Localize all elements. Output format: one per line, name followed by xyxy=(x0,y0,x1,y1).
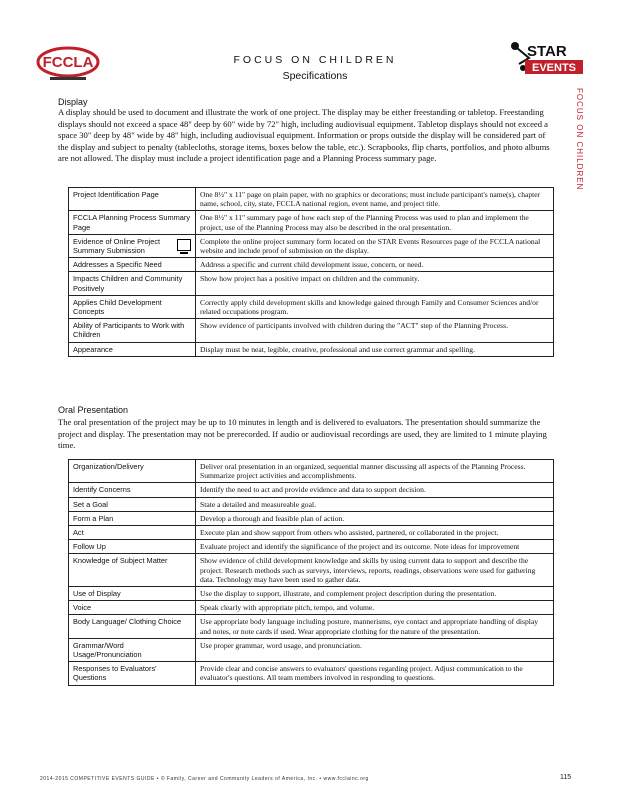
table-row xyxy=(69,258,554,272)
events-logo-text: EVENTS xyxy=(531,62,577,74)
star-logo-text: STAR xyxy=(527,43,567,60)
row-text: Show evidence of child development knowledge and skills by using current data to support and describe the project. Research methods such as surveys, interviews, reports, readings, observations were used for gathering data. Technology may have been used to gather data. xyxy=(196,554,554,587)
row-text: Address a specific and current child development issue, concern, or need. xyxy=(196,258,554,272)
row-label: Identify Concerns xyxy=(69,483,196,497)
row-label: Use of Display xyxy=(69,587,196,601)
row-label: Responses to Evaluators' Questions xyxy=(69,662,196,685)
row-label: Applies Child Development Concepts xyxy=(69,295,196,318)
row-text: Develop a thorough and feasible plan of action. xyxy=(196,511,554,525)
computer-icon xyxy=(177,239,191,251)
row-text: Provide clear and concise answers to evaluators' questions regarding project. Adjust communication to the evaluator's questions. All team members involved in responding to questions. xyxy=(196,662,554,685)
side-title: FOCUS ON CHILDREN xyxy=(575,88,584,191)
table-row xyxy=(69,211,554,234)
row-label: FCCLA Planning Process Summary Page xyxy=(69,211,196,234)
row-text: Show how project has a positive impact on children and the community. xyxy=(196,272,554,295)
table-row xyxy=(69,272,554,295)
row-label: Voice xyxy=(69,601,196,615)
table-row xyxy=(69,483,554,497)
table-row xyxy=(69,319,554,342)
display-table xyxy=(68,187,554,357)
row-text: Evaluate project and identify the significance of the project and its outcome. Note ideas for improvement xyxy=(196,540,554,554)
row-label: Ability of Participants to Work with Children xyxy=(69,319,196,342)
row-text: One 8½" x 11" page on plain paper, with no graphics or decorations; must include participant's name(s), chapter name, school, city, state, FCCLA national region, event name, and project title. xyxy=(196,188,554,211)
page-title: FOCUS ON CHILDREN xyxy=(233,54,397,66)
table-row xyxy=(69,526,554,540)
table-row xyxy=(69,615,554,638)
row-label: Set a Goal xyxy=(69,497,196,511)
table-row xyxy=(69,188,554,211)
star-events-logo xyxy=(507,38,587,78)
oral-paragraph: The oral presentation of the project may be up to 10 minutes in length and is delivered to evaluators. The presentation should summarize the project and display. The presentation may not be prerecorded. If audio or audiovisual recordings are used, they are limited to 1 minute playing time. xyxy=(58,417,547,450)
row-text: Execute plan and show support from others who assisted, partnered, or collaborated in the project. xyxy=(196,526,554,540)
row-label: Impacts Children and Community Positively xyxy=(69,272,196,295)
table-row xyxy=(69,295,554,318)
row-text: One 8½" x 11" summary page of how each step of the Planning Process was used to plan and implement the project, use of the Planning Process may also be described in the oral presentation. xyxy=(196,211,554,234)
page-footer: 2014-2015 COMPETITIVE EVENTS GUIDE • © Family, Career and Community Leaders of America, Inc. • www.fcclainc.org xyxy=(40,776,369,782)
row-label: Body Language/ Clothing Choice xyxy=(69,615,196,638)
page-subtitle: Specifications xyxy=(282,70,348,82)
row-label: Form a Plan xyxy=(69,511,196,525)
row-label: Grammar/Word Usage/Pronunciation xyxy=(69,638,196,661)
page-number: 115 xyxy=(560,774,572,781)
oral-heading: Oral Presentation xyxy=(58,405,129,415)
row-text: Use the display to support, illustrate, and complement project description during the presentation. xyxy=(196,587,554,601)
table-row xyxy=(69,460,554,483)
table-row xyxy=(69,587,554,601)
table-row xyxy=(69,511,554,525)
table-row xyxy=(69,497,554,511)
table-row xyxy=(69,554,554,587)
table-row xyxy=(69,601,554,615)
row-text: Use proper grammar, word usage, and pronunciation. xyxy=(196,638,554,661)
table-row xyxy=(69,638,554,661)
table-row xyxy=(69,234,554,257)
table-row xyxy=(69,342,554,356)
row-text: Display must be neat, legible, creative, professional and use correct grammar and spelling. xyxy=(196,342,554,356)
row-label: Act xyxy=(69,526,196,540)
row-label: Evidence of Online Project Summary Submission xyxy=(73,236,161,256)
row-label: Addresses a Specific Need xyxy=(69,258,196,272)
display-heading: Display xyxy=(58,97,88,107)
row-text: Use appropriate body language including posture, mannerisms, eye contact and appropriate handling of display and notes, or note cards if used. Wear appropriate clothing for the nature of the presentation. xyxy=(196,615,554,638)
display-paragraph: A display should be used to document and illustrate the work of one project. The display may be either freestanding or tabletop. Freestanding displays should not exceed a space 48" deep by 60" wide by 72" high, including audiovisual equipment. Tabletop displays should not exceed a space 30" deep by 48" wide by 48" high, including audiovisual equipment. Information or props outside the display will be considered part of the display and subject to penalty (tablecloths, storage items, boxes below the table, etc.). Scrapbooks, flip charts, portfolios, and photo albums are not allowed. The display must include a project identification page and a Planning Process summary page. xyxy=(58,107,550,163)
row-text: Complete the online project summary form located on the STAR Events Resources page of the FCCLA national website and include proof of submission on the display. xyxy=(196,234,554,257)
row-text: Deliver oral presentation in an organized, sequential manner discussing all aspects of the Planning Process. Summarize project activities and accomplishments. xyxy=(196,460,554,483)
row-label: Appearance xyxy=(69,342,196,356)
fccla-logo-text: FCCLA xyxy=(42,54,94,71)
row-label: Knowledge of Subject Matter xyxy=(69,554,196,587)
oral-table xyxy=(68,459,554,686)
row-text: Speak clearly with appropriate pitch, tempo, and volume. xyxy=(196,601,554,615)
row-label: Follow Up xyxy=(69,540,196,554)
row-text: Correctly apply child development skills and knowledge gained through Family and Consumer Sciences and/or related occupations program. xyxy=(196,295,554,318)
row-text: State a detailed and measureable goal. xyxy=(196,497,554,511)
row-text: Show evidence of participants involved with children during the "ACT" step of the Planning Process. xyxy=(196,319,554,342)
fccla-logo xyxy=(36,44,100,84)
table-row xyxy=(69,540,554,554)
row-text: Identify the need to act and provide evidence and data to support decision. xyxy=(196,483,554,497)
table-row xyxy=(69,662,554,685)
row-label: Organization/Delivery xyxy=(69,460,196,483)
row-label: Project Identification Page xyxy=(69,188,196,211)
